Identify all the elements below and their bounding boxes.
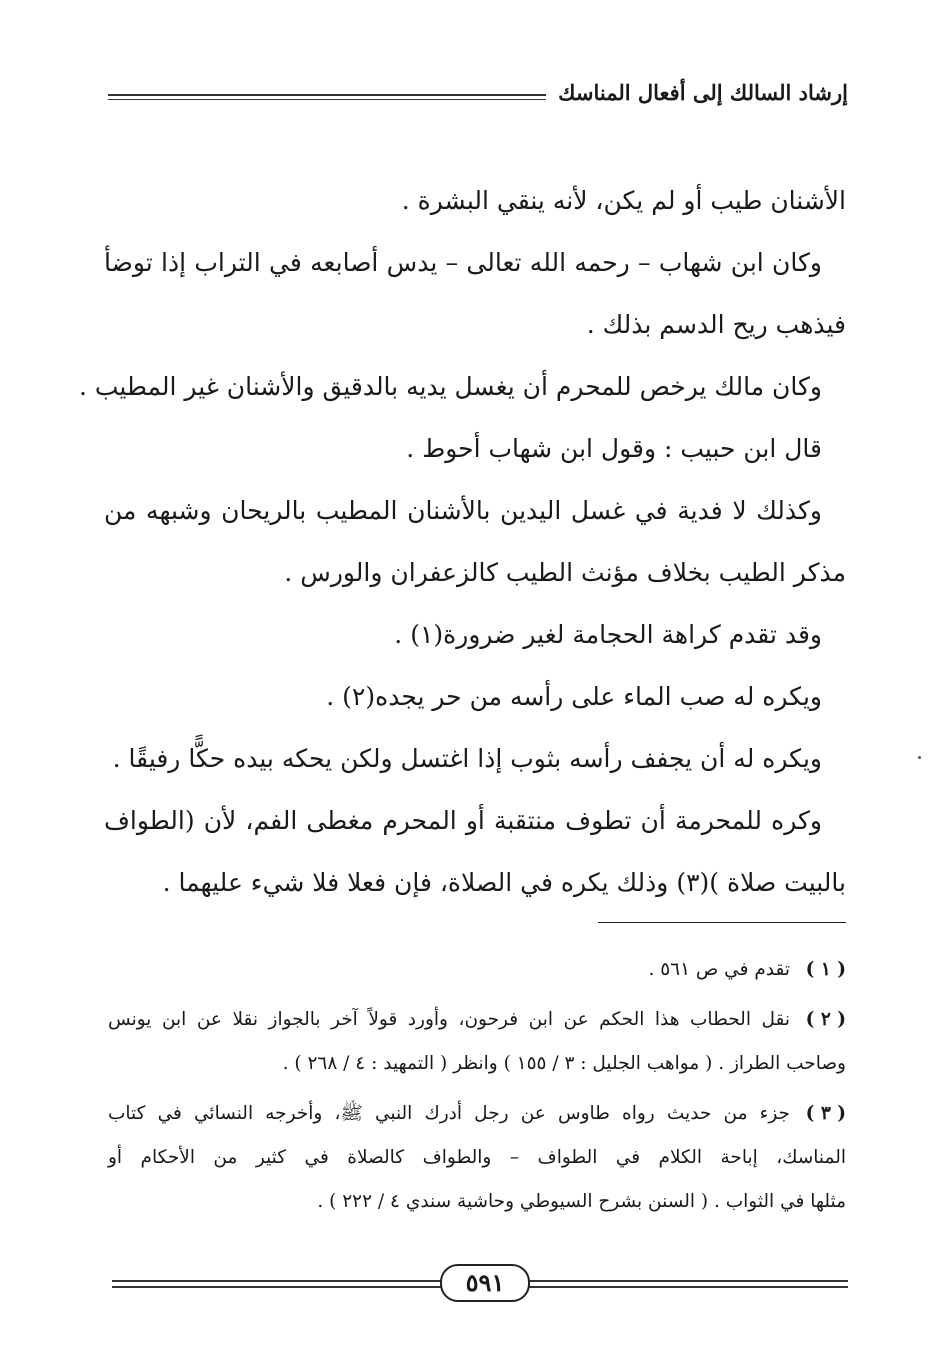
text-line: وكذلك لا فدية في غسل اليدين بالأشنان المطيب بالريحان وشبهه من (104, 496, 822, 525)
footnote-body (108, 998, 846, 1086)
text-line: وكان مالك يرخص للمحرم أن يغسل يديه بالدقيق والأشنان غير المطيب . (78, 372, 822, 401)
footnote-body (108, 1092, 846, 1224)
text-line: قال ابن حبيب : وقول ابن شهاب أحوط . (406, 434, 822, 463)
footnote-line: تقدم في ص ٥٦١ . (648, 959, 790, 980)
text-line: الأشنان طيب أو لم يكن، لأنه ينقي البشرة . (401, 186, 846, 215)
footnote-separator (598, 922, 846, 923)
footnote-line: وصاحب الطراز . ( مواهب الجليل : ٣ / ١٥٥ ) وانظر ( التمهيد : ٤ / ٢٦٨ ) . (282, 1053, 846, 1074)
footnote-line: المناسك، إباحة الكلام في الطواف – والطواف كالصلاة في كثير من الأحكام أو (108, 1147, 846, 1168)
paragraph (104, 728, 846, 790)
text-line: وكره للمحرمة أن تطوف منتقبة أو المحرم مغطى الفم، لأن (الطواف (104, 806, 822, 835)
footnote-body (108, 948, 790, 992)
paragraph (104, 790, 846, 914)
text-line: وقد تقدم كراهة الحجامة لغير ضرورة(١) . (394, 620, 822, 649)
header-title: إرشاد السالك إلى أفعال المناسك (546, 80, 848, 105)
text-line: بالبيت صلاة )(٣) وذلك يكره في الصلاة، فإن فعلا فلا شيء عليهما . (162, 868, 846, 897)
paragraph (104, 418, 846, 480)
text-line: ويكره له صب الماء على رأسه من حر يجده(٢) . (326, 682, 822, 711)
footnote (108, 1092, 846, 1224)
footnote (108, 948, 846, 992)
footnote-number: ( ٢ ) (805, 1009, 846, 1030)
footnote-line: نقل الحطاب هذا الحكم عن ابن فرحون، وأورد قولاً آخر بالجواز نقلا عن ابن يونس (108, 1009, 790, 1030)
footnote-line: مثلها في الثواب . ( السنن بشرح السيوطي وحاشية سندي ٤ / ٢٢٢ ) . (317, 1191, 846, 1212)
text-line: مذكر الطيب بخلاف مؤنث الطيب كالزعفران والورس . (284, 558, 846, 587)
paragraph (104, 666, 846, 728)
footnote-number: ( ٣ ) (805, 1103, 846, 1124)
paragraph (104, 604, 846, 666)
footnotes (108, 948, 846, 1224)
page-number-ornament (112, 1264, 848, 1304)
paragraph (78, 356, 846, 418)
paragraph (104, 170, 846, 232)
text-line: وكان ابن شهاب – رحمه الله تعالى – يدس أصابعه في التراب إذا توضأ (104, 248, 822, 277)
footnote (108, 998, 846, 1086)
paragraph (104, 480, 846, 604)
running-header (108, 80, 848, 114)
scan-speck (918, 756, 921, 759)
paragraph (104, 232, 846, 356)
footnote-line: جزء من حديث رواه طاوس عن رجل أدرك النبي ﷺ، وأخرجه النسائي في كتاب (108, 1103, 790, 1124)
main-text (78, 170, 846, 914)
page-number: ٥٩١ (440, 1264, 530, 1302)
text-line: فيذهب ريح الدسم بذلك . (586, 310, 846, 339)
text-line: ويكره له أن يجفف رأسه بثوب إذا اغتسل ولكن يحكه بيده حكًّا رفيقًا . (112, 744, 822, 773)
footnote-number: ( ١ ) (805, 959, 846, 980)
